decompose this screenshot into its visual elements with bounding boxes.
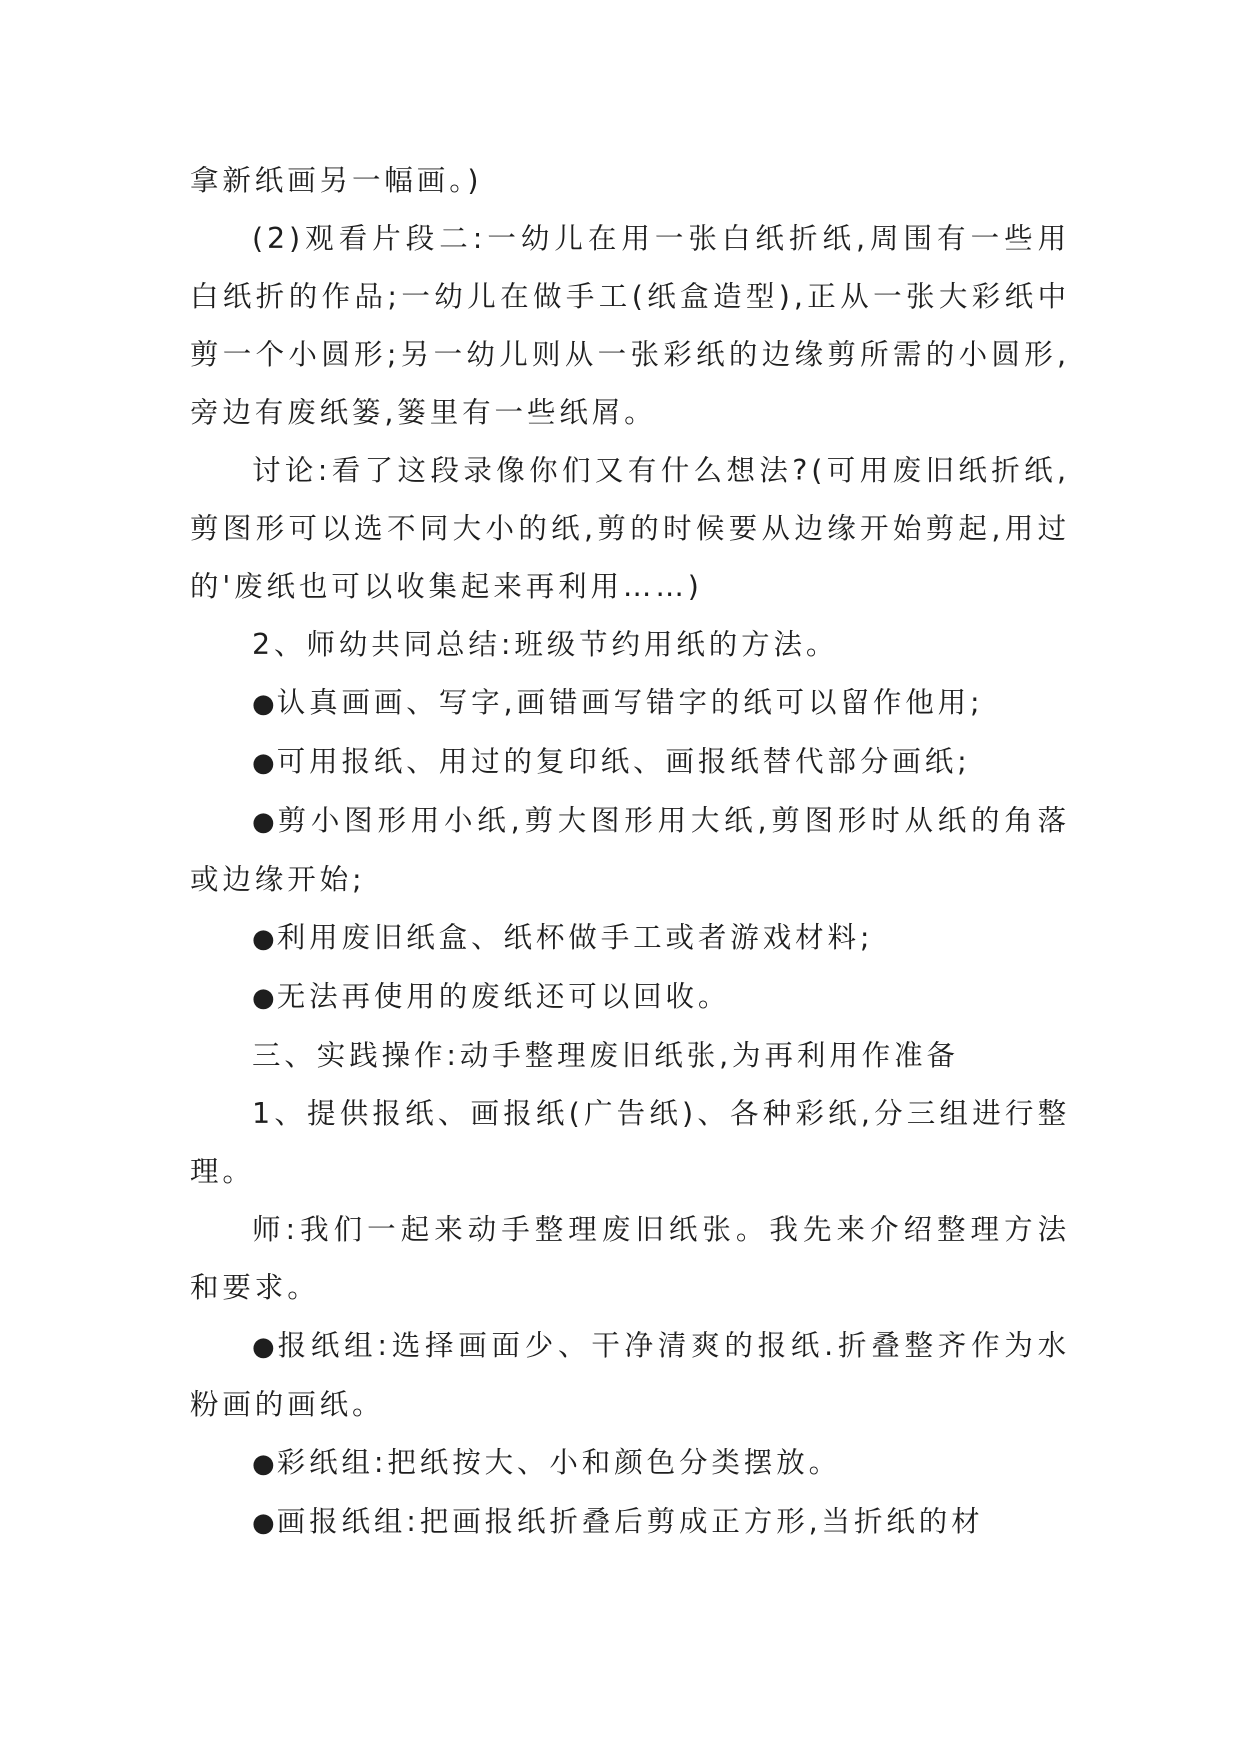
- section-heading: 三、实践操作:动手整理废旧纸张,为再利用作准备: [252, 1039, 959, 1072]
- bullet-icon: ●: [252, 1508, 275, 1538]
- list-item-text: 认真画画、写字,画错画写错字的纸可以留作他用;: [276, 686, 984, 719]
- bullet-icon: ●: [252, 807, 276, 837]
- bullet-icon: ●: [252, 689, 275, 719]
- list-item: [190, 1317, 1070, 1434]
- list-item-text: 剪小图形用小纸,剪大图形用大纸,剪图形时从纸的角落或边缘开始;: [190, 804, 1070, 896]
- list-item: [190, 968, 1070, 1027]
- bullet-icon: ●: [252, 748, 275, 778]
- paragraph-clip-two: (2)观看片段二:一幼儿在用一张白纸折纸,周围有一些用白纸折的作品;一幼儿在做手工(纸盒造型),正从一张大彩纸中剪一个小圆形;另一幼儿则从一张彩纸的边缘剪所需的小圆形,旁边有废纸篓,篓里有一些纸屑。: [190, 222, 1070, 429]
- bullet-icon: ●: [252, 983, 275, 1013]
- paragraph-continuation: 拿新纸画另一幅画。): [190, 164, 483, 197]
- list-item: [190, 1493, 1070, 1552]
- list-item-text: 可用报纸、用过的复印纸、画报纸替代部分画纸;: [276, 745, 971, 778]
- list-item: [190, 1434, 1070, 1493]
- list-item-text: 利用废旧纸盒、纸杯做手工或者游戏材料;: [276, 921, 874, 954]
- bullet-icon: ●: [252, 1449, 275, 1479]
- paragraph-discussion: 讨论:看了这段录像你们又有什么想法?(可用废旧纸折纸,剪图形可以选不同大小的纸,剪的时候要从边缘开始剪起,用过的'废纸也可以收集起来再利用……): [190, 454, 1070, 603]
- paragraph-summary-heading: 2、师幼共同总结:班级节约用纸的方法。: [252, 628, 839, 661]
- list-item: [190, 733, 1070, 792]
- paragraph-teacher-intro: 师:我们一起来动手整理废旧纸张。我先来介绍整理方法和要求。: [190, 1213, 1070, 1304]
- list-item: [190, 792, 1070, 909]
- bullet-icon: ●: [252, 1332, 276, 1362]
- list-item: [190, 674, 1070, 733]
- list-item-text: 无法再使用的废纸还可以回收。: [276, 980, 731, 1013]
- document-body: [190, 152, 1070, 1552]
- list-item-text: 画报纸组:把画报纸折叠后剪成正方形,当折纸的材: [276, 1505, 984, 1538]
- list-item: [190, 909, 1070, 968]
- paragraph-materials: 1、提供报纸、画报纸(广告纸)、各种彩纸,分三组进行整理。: [190, 1097, 1070, 1188]
- list-item-text: 报纸组:选择画面少、干净清爽的报纸.折叠整齐作为水粉画的画纸。: [190, 1329, 1071, 1421]
- bullet-icon: ●: [252, 924, 275, 954]
- list-item-text: 彩纸组:把纸按大、小和颜色分类摆放。: [276, 1446, 841, 1479]
